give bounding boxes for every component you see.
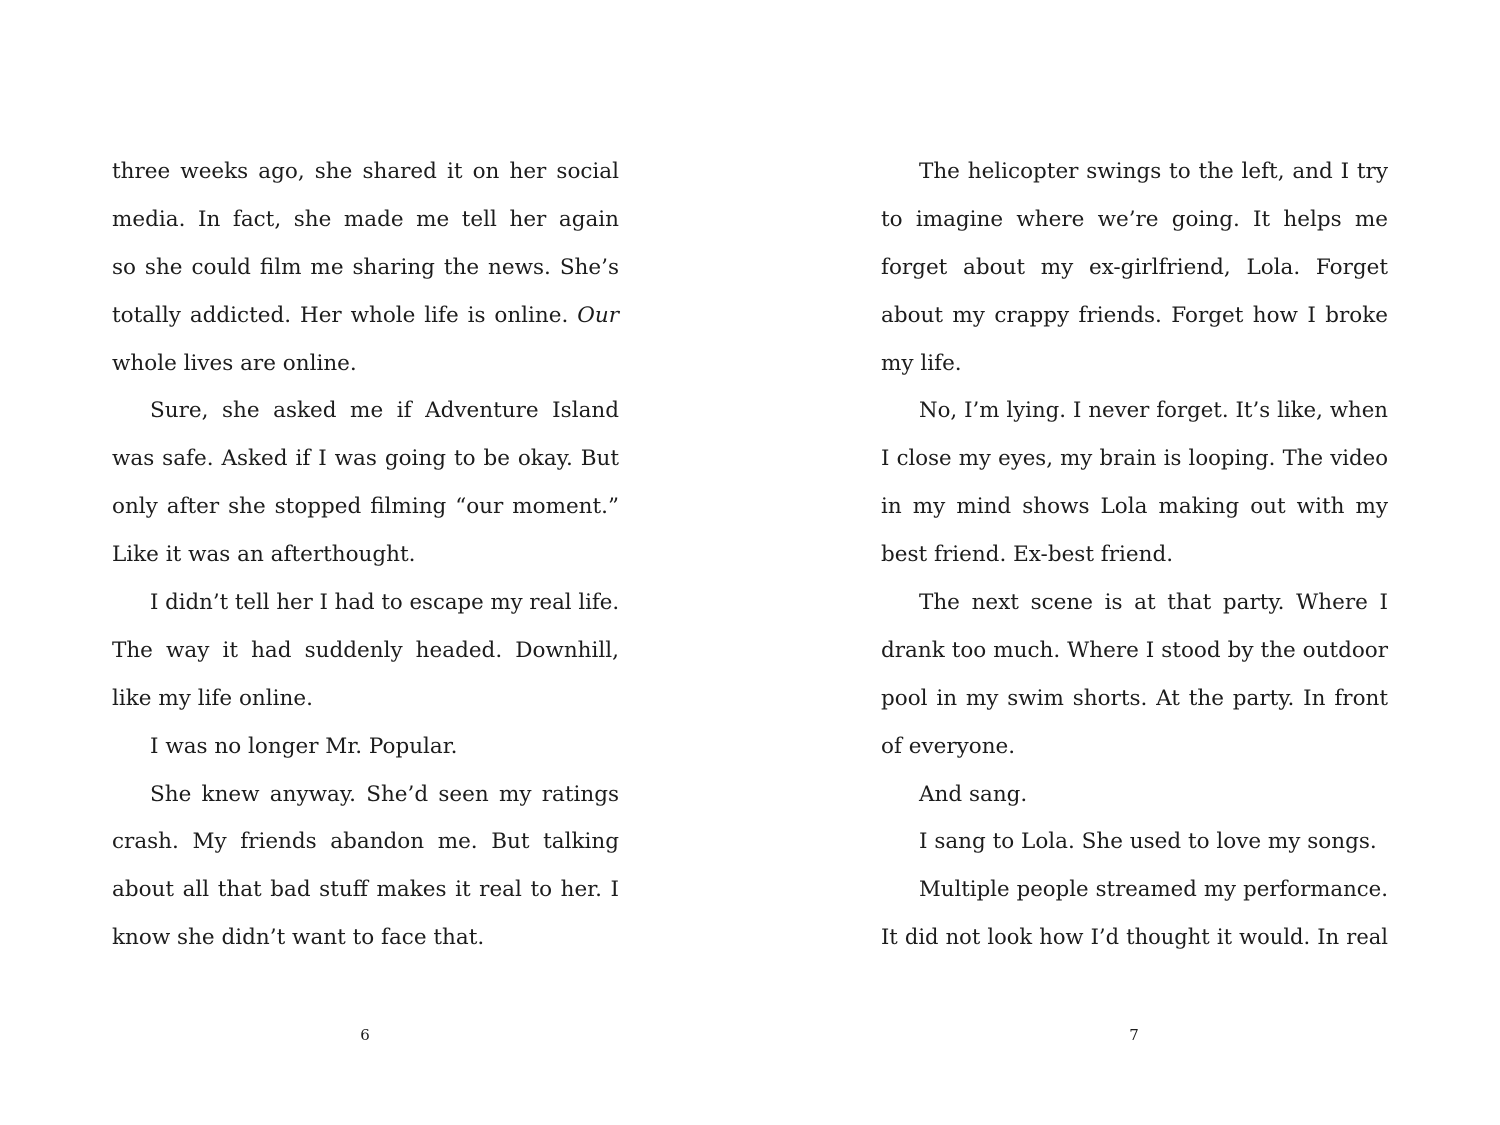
text-line: I was no longer Mr. Popular. xyxy=(150,733,458,759)
text-line: my life. xyxy=(881,350,962,376)
text-line: Like it was an afterthought. xyxy=(112,542,416,568)
text-line: only after she stopped filming “our moment.” xyxy=(112,494,619,520)
right-page-text xyxy=(881,148,1388,962)
text-line: I close my eyes, my brain is looping. The video xyxy=(881,446,1388,472)
text-line: The helicopter swings to the left, and I try xyxy=(919,159,1388,184)
text-line xyxy=(112,292,619,340)
text-line: about all that bad stuff makes it real to her. I xyxy=(112,877,619,903)
text-line: in my mind shows Lola making out with my xyxy=(881,494,1388,520)
text-line: No, I’m lying. I never forget. It’s like, when xyxy=(919,398,1388,424)
italic-word: Our xyxy=(577,302,619,328)
text-line: And sang. xyxy=(919,781,1028,807)
text-line: forget about my ex-girlfriend, Lola. Forget xyxy=(881,254,1388,280)
text-line: media. In fact, she made me tell her again xyxy=(112,206,619,232)
text-line: best friend. Ex-best friend. xyxy=(881,542,1174,568)
text-line: was safe. Asked if I was going to be okay. But xyxy=(112,446,619,472)
page-number-left: 6 xyxy=(360,1026,370,1044)
text-line: Sure, she asked me if Adventure Island xyxy=(150,398,619,424)
text-line: The way it had suddenly headed. Downhill, xyxy=(112,637,619,663)
text-line: about my crappy friends. Forget how I broke xyxy=(881,302,1388,328)
text-line: crash. My friends abandon me. But talking xyxy=(112,829,619,855)
text-line: so she could film me sharing the news. She’s xyxy=(112,254,619,280)
text-line: like my life online. xyxy=(112,685,313,711)
text-line: Multiple people streamed my performance. xyxy=(919,877,1388,903)
text-line: three weeks ago, she shared it on her social xyxy=(112,159,619,184)
text-line: pool in my swim shorts. At the party. In front xyxy=(881,685,1388,711)
text-line: know she didn’t want to face that. xyxy=(112,925,485,951)
text-line: to imagine where we’re going. It helps me xyxy=(881,206,1388,232)
text-line: It did not look how I’d thought it would. In real xyxy=(881,925,1388,950)
text-line: drank too much. Where I stood by the outdoor xyxy=(881,637,1388,663)
left-page-text xyxy=(112,148,619,962)
text-line-start: totally addicted. Her whole life is online. xyxy=(112,302,578,328)
text-line: whole lives are online. xyxy=(112,350,357,376)
text-line: She knew anyway. She’d seen my ratings xyxy=(150,781,619,807)
page-number-right: 7 xyxy=(1129,1026,1139,1044)
text-line: The next scene is at that party. Where I xyxy=(919,590,1388,616)
text-line: of everyone. xyxy=(881,733,1016,759)
text-line: I sang to Lola. She used to love my songs. xyxy=(919,829,1377,855)
text-line: I didn’t tell her I had to escape my real life. xyxy=(150,590,620,616)
